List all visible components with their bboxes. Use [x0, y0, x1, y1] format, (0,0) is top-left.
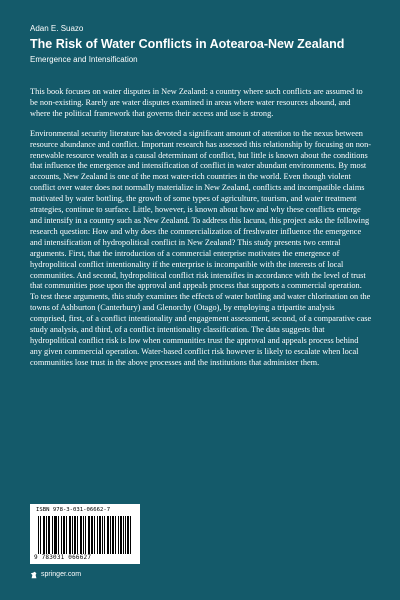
blurb: [30, 87, 372, 378]
author-name: Adan E. Suazo: [30, 24, 84, 33]
barcode-bars: [38, 516, 132, 554]
blurb-paragraph-1: This book focuses on water disputes in New Zealand: a country where such conflicts are assumed to be non-existing. Rarely are water disputes examined in areas where water resources abound, and where the political framework that governs their access and use is strong.: [30, 87, 363, 118]
book-subtitle: Emergence and Intensification: [30, 55, 138, 64]
publisher-url: springer.com: [41, 571, 82, 578]
isbn-barcode: [30, 504, 140, 564]
barcode-digits: 9 783031 066627: [34, 554, 92, 561]
publisher-logo: [30, 570, 81, 579]
cover-header: [30, 24, 375, 65]
isbn-label: ISBN 978-3-031-06662-7: [36, 507, 111, 513]
springer-horse-icon: [30, 571, 38, 579]
blurb-paragraph-2: Environmental security literature has devoted a significant amount of attention to the nexus between resource abundance and conflict. Important research has assessed this relationship by focusing on non-renewable resource wealth as a causal determinant of conflict, but little is known about the conditions that influence the emergence and intensification of conflict in water abundant environments. By most accounts, New Zealand is one of the most water-rich countries in the world. Even though violent conflict over water does not normally materialize in New Zealand, conflicts and incompatible claims motivated by water bottling, the growth of some types of agriculture, tourism, and water treatment strategies, continue to surface. Little, however, is known about how and why these conflicts emerge and intensify in a country such as New Zealand. To address this lacuna, this project asks the following research question: How and why does the commercialization of freshwater influence the emergence and intensification of hydropolitical conflict in New Zealand? This study presents two central arguments. First, that the introduction of a commercial enterprise motivates the emergence of hydropolitical conflict intentionality if the enterprise is incompatible with the interests of local communities. And second, hydropolitical conflict risk intensifies in accordance with the level of trust that communities pose upon the approval and appeals process that supports a commercial operation. To test these arguments, this study examines the effects of water bottling and water chlorination on the towns of Ashburton (Canterbury) and Glenorchy (Otago), by employing a tripartite analysis comprised, first, of a conflict intentionality and engagement assessment, second, of a comparative case study analysis, and third, of a conflict intentionality classification. The data suggests that hydropolitical conflict risk is low when communities trust the approval and appeals process behind any given commercial operation. Water-based conflict risk however is likely to escalate when local communities lose trust in the above processes and the institutions that administer them.: [30, 128, 372, 367]
book-title: The Risk of Water Conflicts in Aotearoa-New Zealand: [30, 37, 345, 51]
